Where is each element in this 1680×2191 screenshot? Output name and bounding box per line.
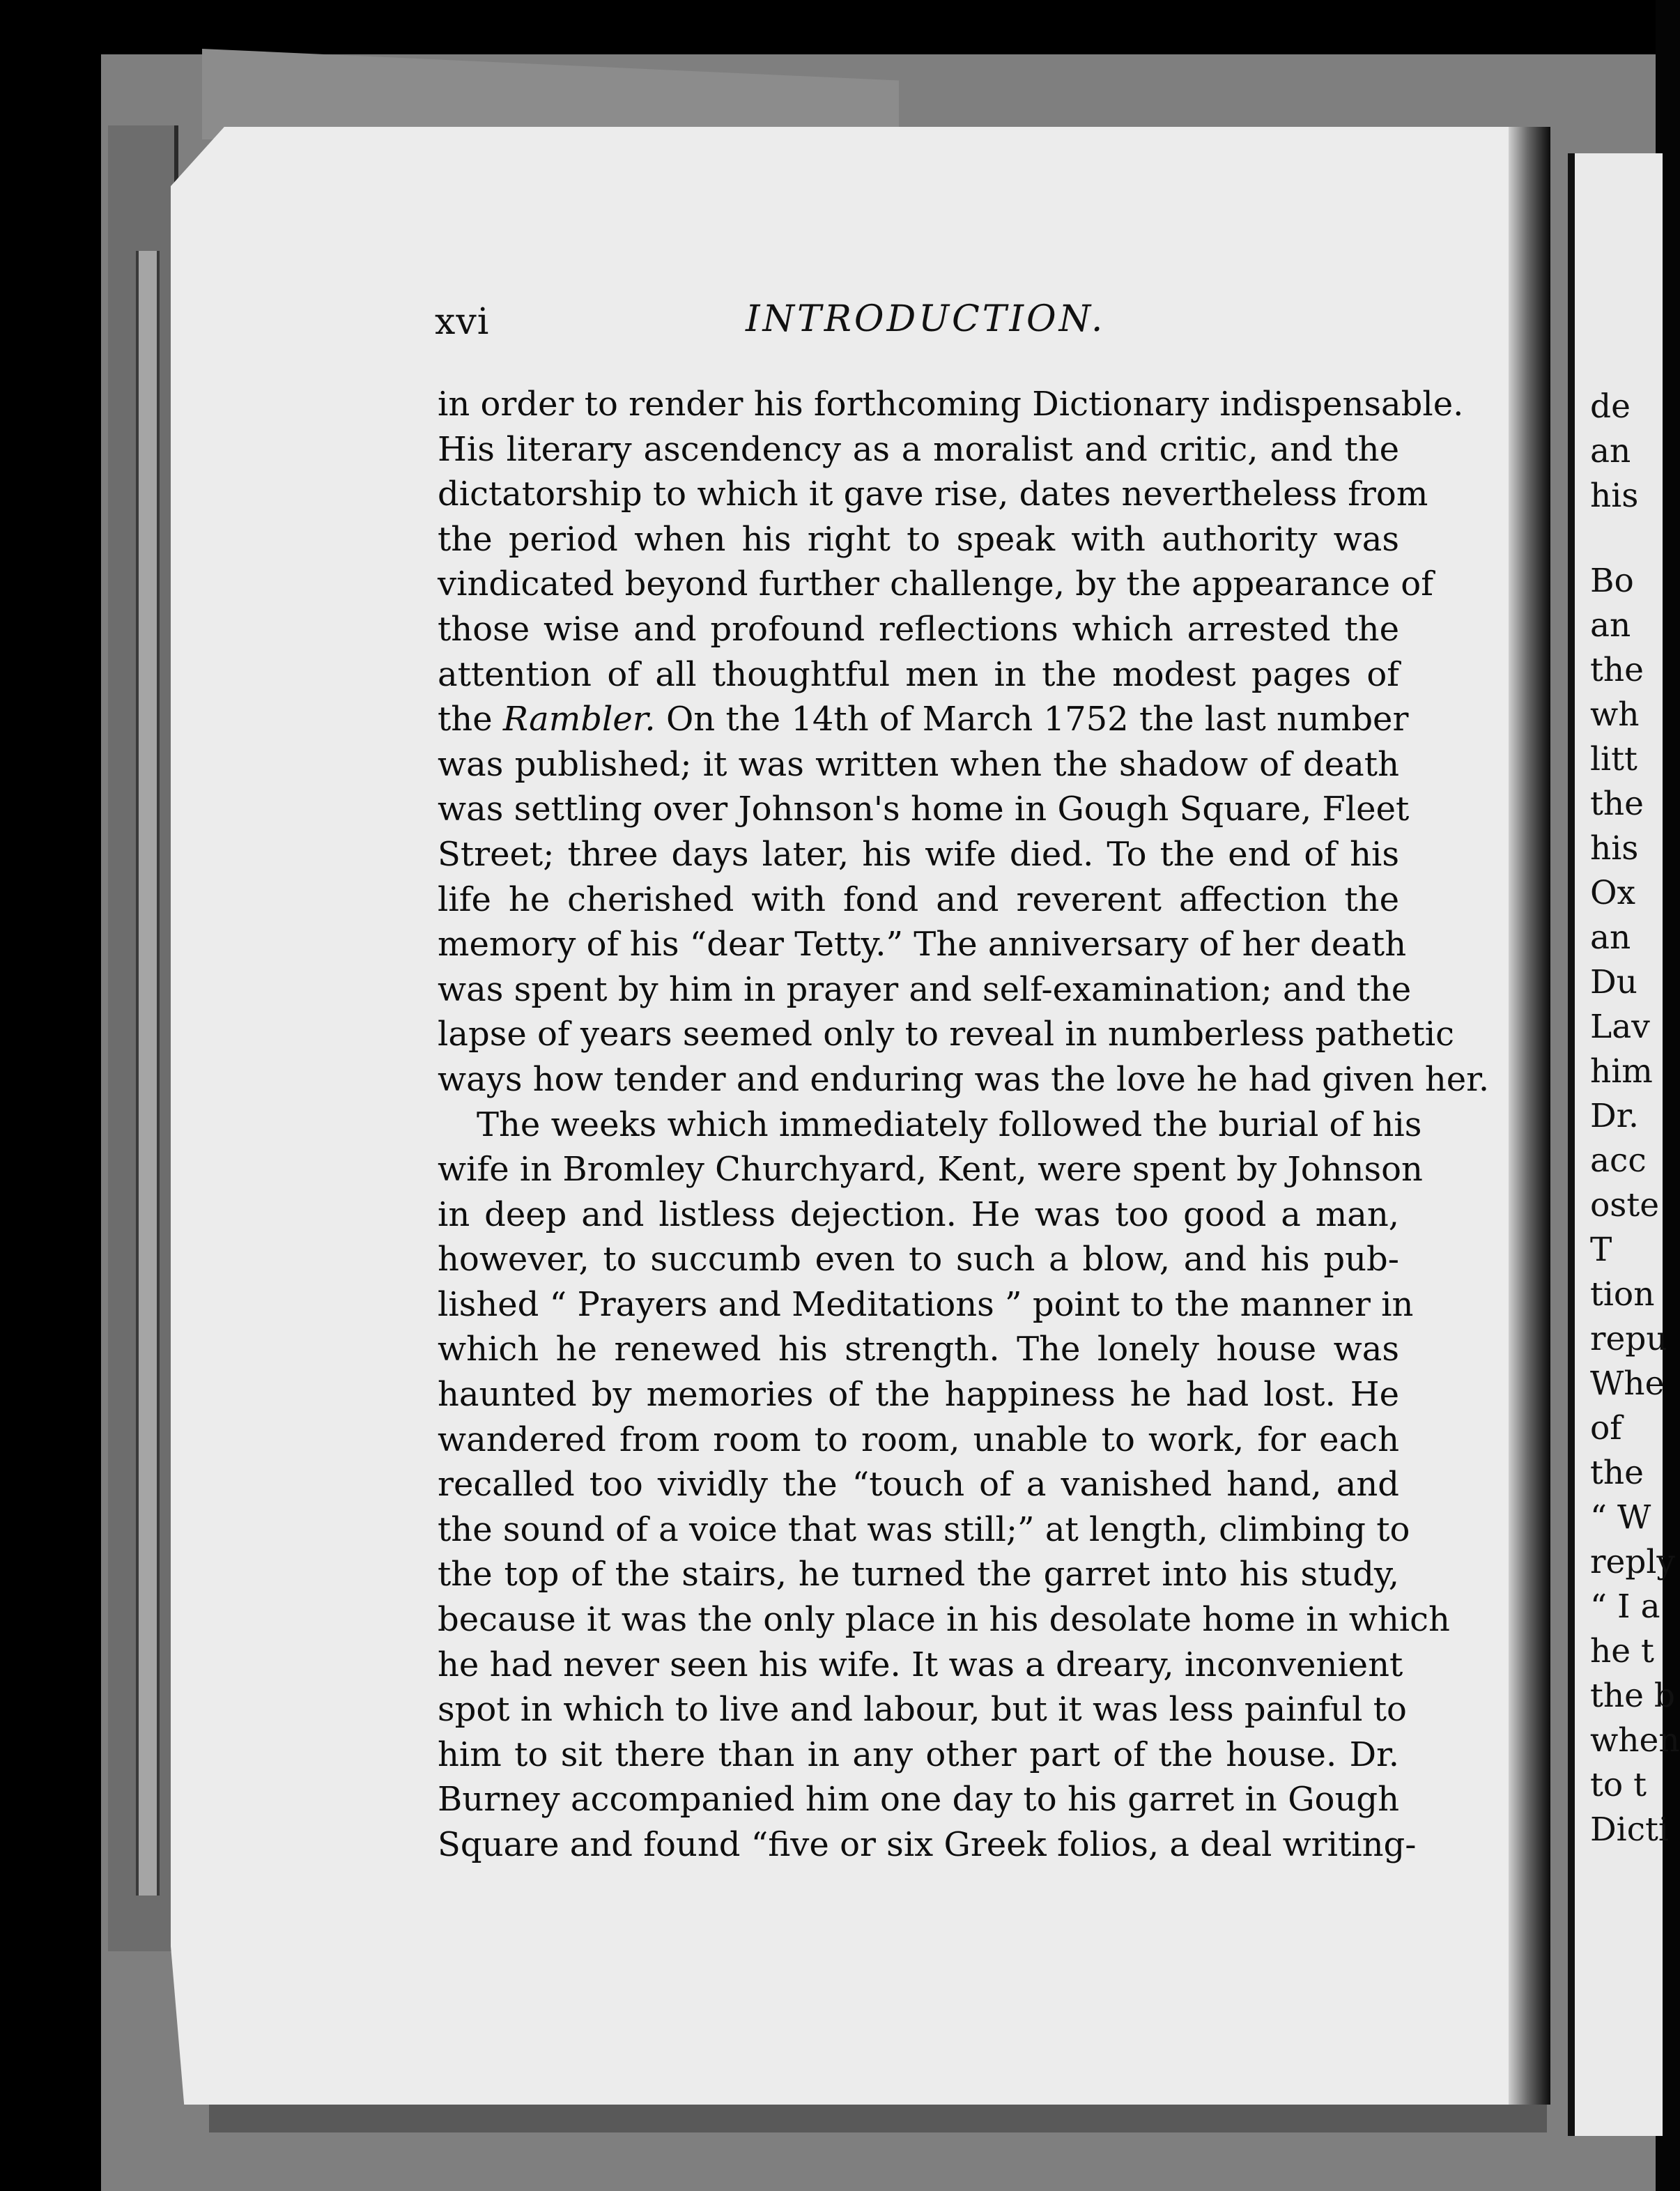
text-line: wife in Bromley Churchyard, Kent, were spent by Johnson <box>438 1150 1423 1190</box>
adjacent-page-fragment: the <box>1590 1454 1644 1492</box>
text-line: was settling over Johnson's home in Gough Square, Fleet <box>438 790 1410 829</box>
adjacent-page-fragment: an <box>1590 918 1631 957</box>
text-line: His literary ascendency as a moralist and critic, and the <box>438 429 1399 469</box>
page-bottom-edge <box>209 2105 1547 2132</box>
text-line: he had never seen his wife. It was a dreary, inconvenient <box>438 1645 1403 1684</box>
adjacent-page-fragment: his <box>1590 829 1639 868</box>
adjacent-page-fragment: he t <box>1590 1632 1654 1670</box>
scan-top-border <box>0 0 1656 54</box>
adjacent-page-fragment: T <box>1590 1231 1612 1269</box>
text-line: recalled too vividly the “touch of a vanished hand, and <box>438 1465 1399 1505</box>
text-line: life he cherished with fond and reverent affection the <box>438 879 1399 919</box>
adjacent-page-fragment: Lav <box>1590 1008 1650 1046</box>
adjacent-page-fragment: wh <box>1590 695 1640 734</box>
adjacent-page-fragment: to t <box>1590 1766 1647 1804</box>
adjacent-page-fragment: of <box>1590 1409 1622 1447</box>
text-line: however, to succumb even to such a blow, and his pub- <box>438 1240 1399 1279</box>
text-line: in order to render his forthcoming Dictionary indispensable. <box>438 385 1464 424</box>
text-line: haunted by memories of the happiness he had lost. He <box>438 1375 1399 1415</box>
text-line: dictatorship to which it gave rise, dates nevertheless from <box>438 475 1428 514</box>
adjacent-page-fragment: when <box>1590 1721 1680 1760</box>
text-line: the sound of a voice that was still;” at length, climbing to <box>438 1509 1410 1549</box>
text-line: him to sit there than in any other part of the house. Dr. <box>438 1735 1399 1774</box>
text-line: vindicated beyond further challenge, by the appearance of <box>438 564 1433 604</box>
page-number: xvi <box>435 301 490 343</box>
adjacent-page-fragment: an <box>1590 606 1631 645</box>
adjacent-page-fragment: “ W <box>1590 1498 1651 1537</box>
text-line: Street; three days later, his wife died. To the end of his <box>438 834 1399 874</box>
text-line: Burney accompanied him one day to his garret in Gough <box>438 1780 1399 1820</box>
text-fragment: On the 14th of March 1752 the last number <box>665 700 1409 739</box>
text-line: in deep and listless dejection. He was too good a man, <box>438 1194 1399 1234</box>
adjacent-page-fragment: the b <box>1590 1677 1675 1715</box>
adjacent-page-edge <box>1568 153 1680 2136</box>
page-gutter-shadow <box>1509 127 1550 2105</box>
adjacent-page-fragment: tion <box>1590 1275 1655 1314</box>
text-line: attention of all thoughtful men in the modest pages of <box>438 654 1399 694</box>
adjacent-page-fragment: Bo <box>1590 562 1634 600</box>
scan-left-border <box>0 0 101 2191</box>
adjacent-page-fragment: acc <box>1590 1141 1647 1180</box>
italic-title: Rambler. <box>502 700 656 739</box>
text-line: wandered from room to room, unable to work, for each <box>438 1420 1399 1459</box>
adjacent-page-fragment: reply <box>1590 1543 1675 1581</box>
running-title: INTRODUCTION. <box>746 298 1106 340</box>
text-line: Square and found “five or six Greek folios, a deal writing- <box>438 1825 1417 1864</box>
text-line: ways how tender and enduring was the love he had given her. <box>438 1059 1490 1099</box>
text-line: memory of his “dear Tetty.” The anniversary of her death <box>438 925 1407 964</box>
adjacent-page-fragment: “ I a <box>1590 1587 1660 1626</box>
text-line: those wise and profound reflections which arrested the <box>438 609 1399 649</box>
text-line: the top of the stairs, he turned the garret into his study, <box>438 1555 1399 1594</box>
text-fragment: the <box>438 700 493 739</box>
adjacent-page-fragment: repu <box>1590 1320 1667 1358</box>
text-line: because it was the only place in his desolate home in which <box>438 1600 1450 1640</box>
adjacent-page-fragment: litt <box>1590 740 1637 778</box>
adjacent-page-fragment: Whe <box>1590 1364 1665 1403</box>
text-line: lished “ Prayers and Meditations ” point to the manner in <box>438 1284 1414 1324</box>
text-line: the period when his right to speak with authority was <box>438 519 1399 559</box>
text-line: spot in which to live and labour, but it was less painful to <box>438 1690 1407 1730</box>
paragraph-first-line: The weeks which immediately followed the burial of his <box>477 1105 1422 1144</box>
text-line: was published; it was written when the shadow of death <box>438 744 1399 784</box>
adjacent-page-fragment: Ox <box>1590 874 1636 912</box>
adjacent-page-fragment: the <box>1590 651 1644 689</box>
text-line: lapse of years seemed only to reveal in numberless pathetic <box>438 1015 1455 1054</box>
text-line <box>438 697 1409 742</box>
adjacent-page-fragment: oste <box>1590 1186 1660 1224</box>
adjacent-page-fragment: Dr. <box>1590 1097 1639 1135</box>
adjacent-page-fragment: de <box>1590 387 1631 426</box>
adjacent-page-fragment: Dicti <box>1590 1811 1669 1849</box>
text-line: was spent by him in prayer and self-examination; and the <box>438 969 1412 1009</box>
adjacent-page-fragment: his <box>1590 477 1639 515</box>
adjacent-page-fragment: an <box>1590 432 1631 470</box>
adjacent-page-fragment: him <box>1590 1052 1653 1091</box>
adjacent-page-fragment: Du <box>1590 963 1637 1001</box>
text-line: which he renewed his strength. The lonely house was <box>438 1330 1399 1369</box>
binding-strip <box>136 251 160 1896</box>
body-text <box>438 382 1490 1868</box>
adjacent-page-fragment: the <box>1590 785 1644 823</box>
